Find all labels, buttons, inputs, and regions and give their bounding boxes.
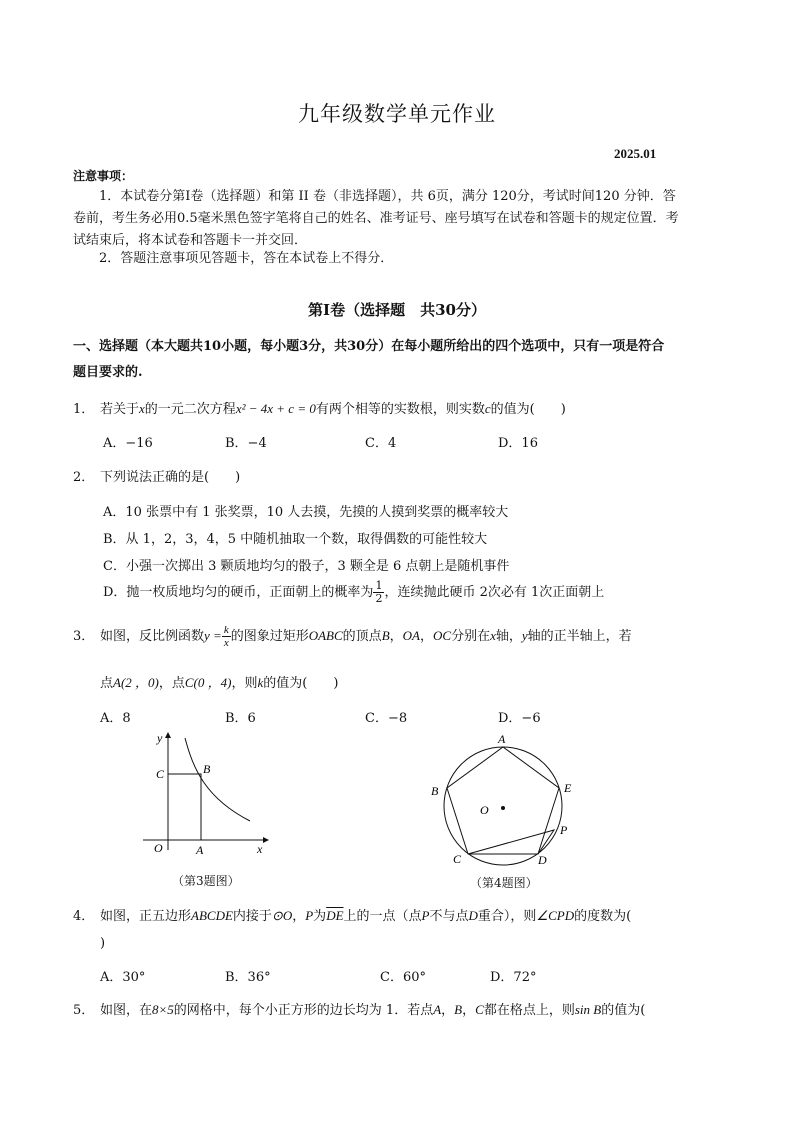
q3-option-c[interactable]: C．−8 <box>365 711 408 726</box>
q3-option-d[interactable]: D．−6 <box>498 711 541 726</box>
notes-item2: 2．答题注意事项见答题卡，答在本试卷上不得分． <box>99 251 394 266</box>
q2-option-c[interactable]: C．小强一次掷出 3 颗质地均匀的骰子，3 颗全是 6 点朝上是随机事件 <box>103 559 510 574</box>
q4-angle: ∠CPD <box>536 908 575 923</box>
fig4-label-d: D <box>538 853 547 867</box>
q2-option-d[interactable] <box>103 580 604 605</box>
fig3-label-c: C <box>156 767 165 781</box>
q3-shape: OABC <box>308 628 343 643</box>
q3-text-mid5: 分别在 <box>451 629 491 644</box>
q4-text-mid4: 上的一点（点 <box>343 909 422 924</box>
q2-option-a[interactable]: A．10 张票中有 1 张奖票，10 人去摸，先摸的人摸到奖票的概率较大 <box>103 505 509 520</box>
fig3-label-x: x <box>257 842 263 856</box>
fig3-label-y: y <box>157 731 163 745</box>
question-3 <box>73 624 632 649</box>
figure-4-caption: （第4题图） <box>470 876 538 890</box>
q1-var-c: c <box>484 401 491 416</box>
figure-3 <box>135 728 275 868</box>
question-number: 4． <box>73 909 95 924</box>
fig3-label-b: B <box>203 762 211 776</box>
q3-text-mid6: 轴， <box>495 629 522 644</box>
fraction-numerator: k <box>223 624 229 636</box>
instructions-line2: 题目要求的. <box>73 365 143 380</box>
q1-option-b[interactable]: B．−4 <box>225 436 267 451</box>
q4-option-c[interactable]: C．60° <box>380 970 426 985</box>
question-number: 5． <box>73 1003 95 1018</box>
q5-point-a: A <box>433 1002 442 1017</box>
q5-text-mid: 的网格中，每个小正方形的边长均为 1．若点 <box>173 1003 434 1018</box>
figure-4 <box>418 728 583 873</box>
q4-arc: $\overline{DE}$ <box>326 908 344 923</box>
fig4-label-c: C <box>453 852 462 866</box>
notes-heading: 注意事项： <box>73 169 134 183</box>
question-2 <box>73 466 240 485</box>
q5-point-c: C <box>475 1002 484 1017</box>
q1-option-c[interactable]: C．4 <box>365 436 397 451</box>
instructions-line1: 一、选择题（本大题共10小题，每小题3分，共30分）在每小题所给出的四个选项中，只有一项是符合 <box>73 339 665 354</box>
q1-option-a[interactable]: A．−16 <box>103 436 153 451</box>
q3-axis-x: x <box>490 628 496 643</box>
q1-text-mid: 的一元二次方程 <box>144 402 236 417</box>
q3-line2-mid2: ，则 <box>231 676 258 691</box>
q3-sep: ， <box>389 629 403 644</box>
q5-func: sin B <box>574 1002 602 1017</box>
section-title: 第Ⅰ卷（选择题 共30分） <box>308 301 486 319</box>
instructions <box>73 334 725 386</box>
q1-equation: x² − 4x + c = 0 <box>235 401 316 416</box>
question-number: 3． <box>73 629 95 644</box>
q4-option-a[interactable]: A．30° <box>100 970 146 985</box>
q5-text: 如图，在 <box>100 1003 153 1018</box>
question-4 <box>73 905 631 924</box>
fraction-numerator: 1 <box>375 579 383 592</box>
q5-point-b: B <box>454 1002 463 1017</box>
q3-fraction <box>222 624 231 649</box>
notes-item1-line3: 试结束后，将本试卷和答题卡一并交回． <box>73 233 308 248</box>
q2-stem: 下列说法正确的是( ) <box>100 470 241 485</box>
hyperbola-curve <box>185 738 250 821</box>
q4-text-mid6: 重合），则 <box>477 909 537 924</box>
q2-option-b[interactable]: B．从 1，2，3，4，5 中随机抽取一个数，取得偶数的可能性较大 <box>103 532 488 547</box>
question-number: 2． <box>73 470 95 485</box>
fig4-label-p: P <box>560 823 568 837</box>
figure-3-caption: （第3题图） <box>172 874 240 888</box>
date: 2025.01 <box>614 146 657 161</box>
q3-vertex: B <box>381 628 390 643</box>
x-axis-arrow-icon <box>263 837 269 843</box>
fraction-denominator: x <box>223 637 229 649</box>
q2-option-d-text: D．抛一枚质地均匀的硬币，正面朝上的概率为 <box>103 585 374 600</box>
q4-text-mid: 内接于 <box>232 909 272 924</box>
q4-var-p: P <box>305 908 314 923</box>
q5-text-tail: 的值为( <box>601 1003 646 1018</box>
q5-grid: 8×5 <box>152 1002 174 1017</box>
rectangle-oabc <box>168 774 201 840</box>
q3-option-b[interactable]: B．6 <box>225 711 256 726</box>
fraction-denominator: 2 <box>375 592 383 605</box>
q3-option-a[interactable]: A．8 <box>100 711 131 726</box>
center-point <box>501 806 505 810</box>
q3-line2-post: 的值为( ) <box>263 676 339 691</box>
notes-item1-line1: 1．本试卷分第Ⅰ卷（选择题）和第 II 卷（非选择题），共 6页，满分 120分，考试时间120 分钟．答 <box>99 189 676 204</box>
fig4-label-a: A <box>498 732 506 746</box>
q3-point-c: C(0 ，4) <box>184 675 232 690</box>
q3-axis-y: y <box>521 628 528 643</box>
q3-line2-text: 点 <box>100 676 114 691</box>
q4-sep: ， <box>292 909 306 924</box>
q4-text-tail: 的度数为( <box>574 909 632 924</box>
q1-option-d[interactable]: D．16 <box>498 436 538 451</box>
q3-func-lhs: y = <box>204 628 222 643</box>
q3-var-k: k <box>257 675 264 690</box>
fraction <box>373 580 384 605</box>
q1-text-post: 有两个相等的实数根，则实数 <box>315 402 485 417</box>
notes-item1-line2: 卷前，考生务必用0.5毫米黑色签字笔将自己的姓名、准考证号、座号填写在试卷和答题卡的规定位置．考 <box>73 211 679 226</box>
q1-text-tail: 的值为( ) <box>490 402 566 417</box>
fig4-label-b: B <box>431 784 439 798</box>
q5-text-mid2: 都在格点上，则 <box>483 1003 575 1018</box>
fig3-label-a: A <box>196 843 204 857</box>
question-3-line2 <box>100 672 338 691</box>
question-1 <box>73 398 566 417</box>
q4-var-p2: P <box>421 908 430 923</box>
q3-seg1: OA <box>402 628 420 643</box>
question-number: 1． <box>73 402 95 417</box>
q4-circle: ⊙O <box>271 908 293 923</box>
q4-var-d: D <box>468 908 478 923</box>
q5-sep1: ， <box>441 1003 455 1018</box>
page-title: 九年级数学单元作业 <box>298 102 496 126</box>
fig4-label-o: O <box>480 803 489 817</box>
q4-text-mid3: 为 <box>313 909 327 924</box>
fig4-label-e: E <box>564 781 572 795</box>
q4-text-mid5: 不与点 <box>429 909 469 924</box>
q4-shape: ABCDE <box>191 908 233 923</box>
q4-option-d[interactable]: D．72° <box>490 970 537 985</box>
pentagon-abcde <box>447 747 559 854</box>
q3-text-mid2: 的顶点 <box>342 629 382 644</box>
y-axis-arrow-icon <box>165 732 171 738</box>
q3-text-mid7: 轴的正半轴上，若 <box>527 629 632 644</box>
q1-text: 若关于 <box>100 402 140 417</box>
q1-var-x: x <box>139 401 145 416</box>
q3-point-a: A(2 ，0) <box>113 675 159 690</box>
q3-line2-mid: ，点 <box>158 676 185 691</box>
q3-text: 如图，反比例函数 <box>100 629 205 644</box>
q4-close-paren: ) <box>100 936 106 951</box>
fig3-label-o: O <box>154 841 163 855</box>
q3-seg2: OC <box>433 628 452 643</box>
q4-text: 如图，正五边形 <box>100 909 192 924</box>
q4-option-b[interactable]: B．36° <box>225 970 271 985</box>
q3-text-mid: 的图象过矩形 <box>230 629 309 644</box>
q5-sep2: ， <box>462 1003 476 1018</box>
q2-option-d-text-post: ，连续抛此硬币 2次必有 1次正面朝上 <box>384 585 605 600</box>
question-5 <box>73 999 645 1018</box>
q3-sep2: ， <box>420 629 434 644</box>
